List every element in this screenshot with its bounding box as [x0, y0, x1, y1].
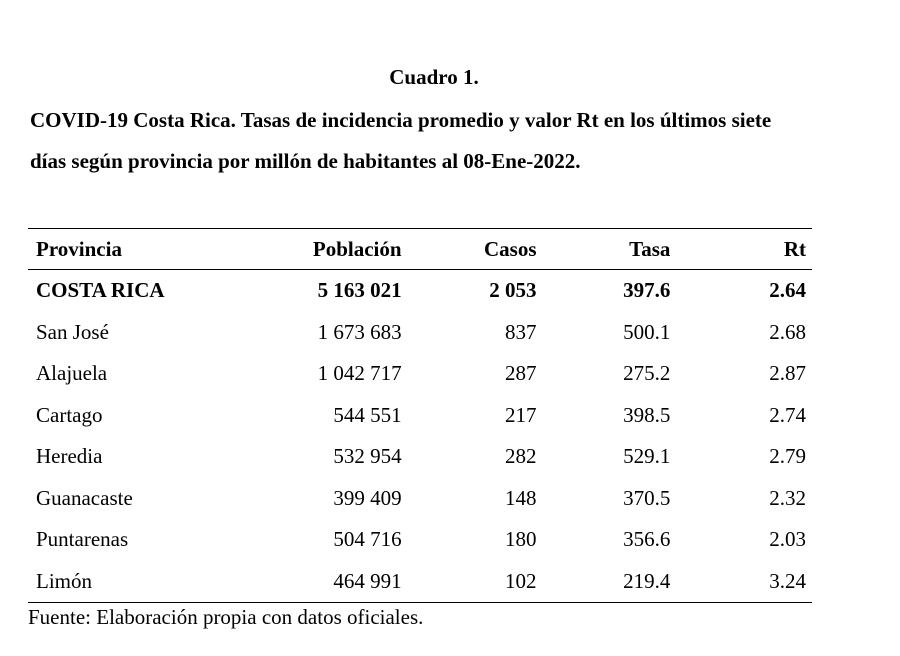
cell-rt: 2.68	[769, 319, 806, 344]
cell-tasa: 275.2	[623, 361, 671, 386]
table-row	[28, 312, 812, 354]
header-poblacion: Población	[312, 236, 402, 261]
table-caption-title	[30, 100, 890, 182]
data-table-container	[28, 228, 812, 603]
cell-casos: 148	[505, 485, 537, 510]
cell-provincia: Puntarenas	[36, 527, 129, 552]
cell-rt: 2.64	[769, 278, 806, 303]
table-caption-label: Cuadro 1.	[389, 65, 479, 89]
table-row	[28, 478, 812, 520]
cell-provincia: Cartago	[36, 402, 103, 427]
cell-rt: 3.24	[769, 568, 806, 593]
data-table	[28, 228, 812, 603]
table-footnote: Fuente: Elaboración propia con datos oficiales.	[28, 605, 424, 629]
cell-tasa: 370.5	[623, 485, 671, 510]
cell-poblacion: 5 163 021	[317, 278, 402, 303]
cell-tasa: 219.4	[623, 568, 671, 593]
table-row	[28, 395, 812, 437]
cell-rt: 2.32	[769, 485, 806, 510]
table-row-total	[28, 270, 812, 312]
cell-rt: 2.74	[769, 402, 806, 427]
cell-poblacion: 504 716	[333, 527, 402, 552]
cell-provincia: Guanacaste	[36, 485, 133, 510]
caption-title-line-2: días según provincia por millón de habitantes al 08-Ene-2022.	[30, 149, 581, 173]
cell-poblacion: 399 409	[333, 485, 402, 510]
cell-casos: 217	[505, 402, 537, 427]
cell-casos: 282	[505, 444, 537, 469]
table-row	[28, 353, 812, 395]
table-row	[28, 561, 812, 603]
cell-tasa: 397.6	[623, 278, 671, 303]
cell-tasa: 529.1	[623, 444, 671, 469]
cell-casos: 837	[505, 319, 537, 344]
cell-poblacion: 1 673 683	[317, 319, 402, 344]
header-tasa: Tasa	[629, 236, 671, 261]
cell-casos: 102	[505, 568, 537, 593]
cell-rt: 2.03	[769, 527, 806, 552]
cell-rt: 2.87	[769, 361, 806, 386]
cell-casos: 2 053	[489, 278, 537, 303]
cell-provincia: COSTA RICA	[36, 278, 165, 303]
cell-provincia: Limón	[36, 568, 92, 593]
cell-provincia: San José	[36, 319, 109, 344]
cell-provincia: Alajuela	[36, 361, 108, 386]
cell-poblacion: 544 551	[333, 402, 402, 427]
table-row	[28, 436, 812, 478]
cell-casos: 287	[505, 361, 537, 386]
header-casos: Casos	[484, 236, 537, 261]
table-header-row	[28, 229, 812, 270]
cell-poblacion: 464 991	[333, 568, 402, 593]
caption-title-line-1: COVID-19 Costa Rica. Tasas de incidencia promedio y valor Rt en los últimos siete	[30, 108, 772, 132]
cell-poblacion: 532 954	[333, 444, 402, 469]
cell-tasa: 500.1	[623, 319, 671, 344]
cell-rt: 2.79	[769, 444, 806, 469]
table-row	[28, 519, 812, 561]
cell-provincia: Heredia	[36, 444, 103, 469]
cell-tasa: 398.5	[623, 402, 671, 427]
cell-casos: 180	[505, 527, 537, 552]
cell-poblacion: 1 042 717	[317, 361, 402, 386]
cell-tasa: 356.6	[623, 527, 671, 552]
header-rt: Rt	[783, 236, 806, 261]
header-provincia: Provincia	[36, 236, 122, 261]
